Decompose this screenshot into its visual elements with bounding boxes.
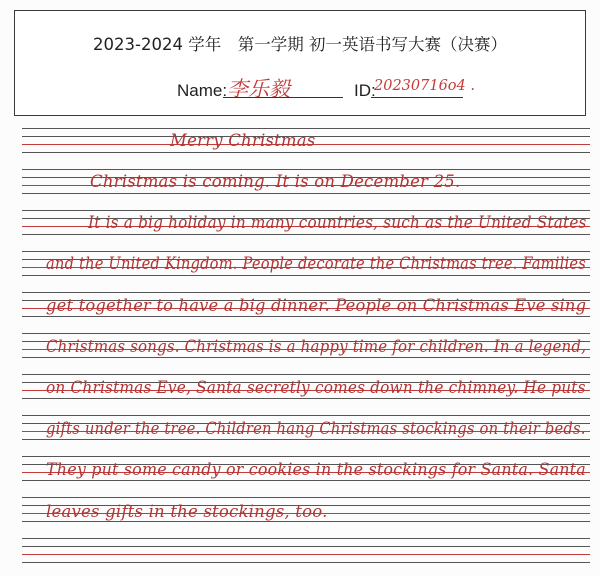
essay-title: Merry Christmas	[170, 131, 316, 150]
rule-line	[22, 546, 590, 547]
essay-line: gifts under the tree. Children hang Christmas stockings on their beds.	[46, 419, 586, 439]
rule-line	[22, 251, 590, 252]
id-value: 20230716o4 .	[374, 78, 475, 94]
id-label: ID:	[354, 81, 376, 100]
rule-line	[22, 456, 590, 457]
essay-line: They put some candy or cookies in the stockings for Santa. Santa	[46, 460, 586, 480]
name-label: Name:	[177, 81, 228, 100]
rule-line	[22, 439, 590, 440]
rule-line	[22, 292, 590, 293]
rule-baseline	[22, 554, 590, 555]
essay-line: on Christmas Eve, Santa secretly comes down the chimney. He puts	[46, 378, 586, 397]
essay-line: Christmas is coming. It is on December 25.	[90, 172, 461, 191]
rule-line	[22, 169, 590, 170]
essay-line: and the United Kingdom. People decorate the Christmas tree. Families	[46, 254, 587, 274]
rule-line	[22, 210, 590, 211]
name-value: 李乐毅	[227, 77, 290, 101]
rule-line	[22, 538, 590, 539]
rule-line	[22, 521, 590, 522]
rule-line	[22, 152, 590, 153]
rule-line	[22, 234, 590, 235]
rule-line	[22, 398, 590, 399]
header-box	[14, 10, 586, 116]
rule-line	[22, 193, 590, 194]
rule-line	[22, 275, 590, 276]
name-underline	[223, 97, 343, 98]
rule-group	[22, 538, 590, 568]
rule-line	[22, 415, 590, 416]
rule-line	[22, 497, 590, 498]
contest-title: 2023-2024 学年 第一学期 初一英语书写大赛（决赛）	[93, 35, 507, 54]
rule-line	[22, 374, 590, 375]
essay-line: It is a big holiday in many countries, such as the United States	[88, 213, 587, 233]
rule-line	[22, 333, 590, 334]
essay-line: get together to have a big dinner. People on Christmas Eve sing	[46, 295, 587, 315]
essay-line: Christmas songs. Christmas is a happy time for children. In a legend,	[46, 336, 587, 356]
essay-line: leaves gifts in the stockings, too.	[46, 501, 328, 521]
rule-line	[22, 562, 590, 563]
rule-line	[22, 480, 590, 481]
id-underline	[371, 97, 463, 98]
rule-line	[22, 128, 590, 129]
rule-line	[22, 357, 590, 358]
rule-line	[22, 316, 590, 317]
